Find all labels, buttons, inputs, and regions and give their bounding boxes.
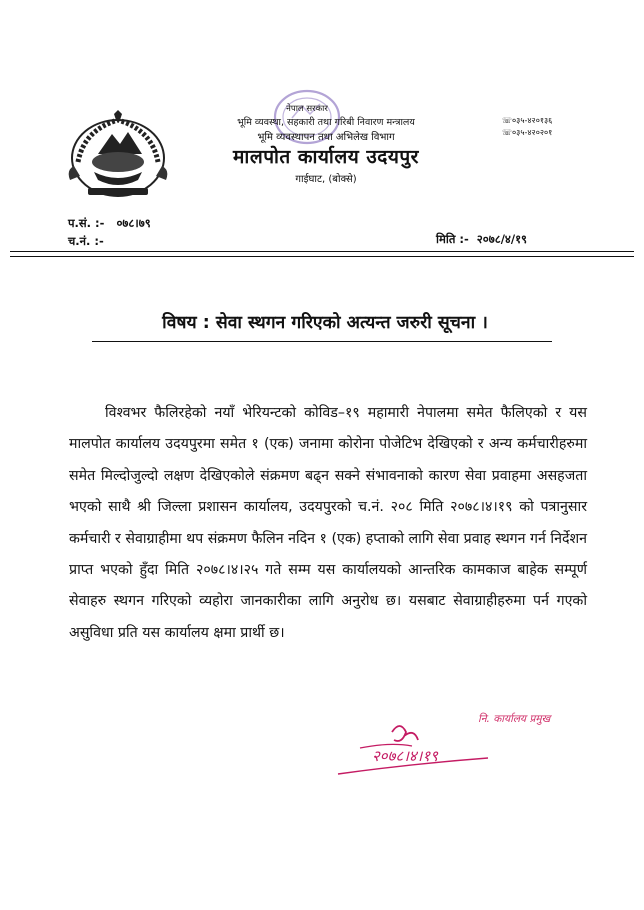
notice-body: विश्वभर फैलिरहेको नयाँ भेरियन्टको कोविड–१९ महामारी नेपालमा समेत फैलिएको र यस मालपोत कार्यालय उदयपुरमा समेत १ (एक) जनामा कोरोना पोजेटिभ देखिएको र अन्य कर्मचारीहरुमा समेत मिल्दोजुल्दो लक्षण देखिएकोले संक्रमण बढ्न सक्ने संभावनाको कारण सेवा प्रवाहमा असहजता भएको साथै श्री जिल्ला प्रशासन कार्यालय, उदयपुरको च.नं. २०८ मिति २०७८।४।१९ को पत्रानुसार कर्मचारी र सेवाग्राहीमा थप संक्रमण फैलिन नदिन १ (एक) हप्ताको लागि सेवा प्रवाह स्थगन गर्न निर्देशन प्राप्त भएको हुँदा मिति २०७८।४।२५ गते सम्म यस कार्यालयको आन्तरिक कामकाज बाहेक सम्पूर्ण सेवाहरु स्थगन गरिएको व्यहोरा जानकारीका लागि अनुरोध छ। यसबाट सेवाग्राहीहरुमा पर्न गएको असुविधा प्रति यस कार्यालय क्षमा प्रार्थी छ। <box>69 405 587 641</box>
letter-date <box>436 232 527 247</box>
ministry-name: भूमि व्यवस्था, सहकारी तथा गरिबी निवारण मन्त्रालय <box>237 117 415 128</box>
nepal-emblem-icon <box>64 110 172 202</box>
header-divider <box>10 251 634 252</box>
date-label: मिति :- <box>436 232 469 246</box>
subject-underline <box>92 341 552 342</box>
phone-numbers <box>502 115 552 139</box>
department-name: भूमि व्यवस्थापन तथा अभिलेख विभाग <box>257 132 395 143</box>
office-address: गाईघाट, (बोक्से) <box>295 174 357 185</box>
signature-date: २०७८।४।१९ <box>372 747 438 765</box>
ps-value: ०७८।७९ <box>116 216 151 230</box>
date-value: २०७८/४/१९ <box>476 232 528 246</box>
header-divider-thin <box>10 256 634 257</box>
cn-label: च.नं. :- <box>68 234 104 248</box>
dispatch-number <box>68 234 104 249</box>
phone-number-2: ☏०३५-४२०२०१ <box>502 128 553 137</box>
notice-subject: विषय : सेवा स्थगन गरिएको अत्यन्त जरुरी सूचना । <box>162 313 488 333</box>
office-name: मालपोत कार्यालय उदयपुर <box>233 146 419 168</box>
government-name: नेपाल सरकार <box>286 104 328 114</box>
phone-number-1: ☏०३५-४२०१३६ <box>502 116 553 125</box>
reference-number <box>68 216 151 231</box>
ps-label: प.सं. :- <box>68 216 105 230</box>
signatory-title: नि. कार्यालय प्रमुख <box>478 713 551 725</box>
